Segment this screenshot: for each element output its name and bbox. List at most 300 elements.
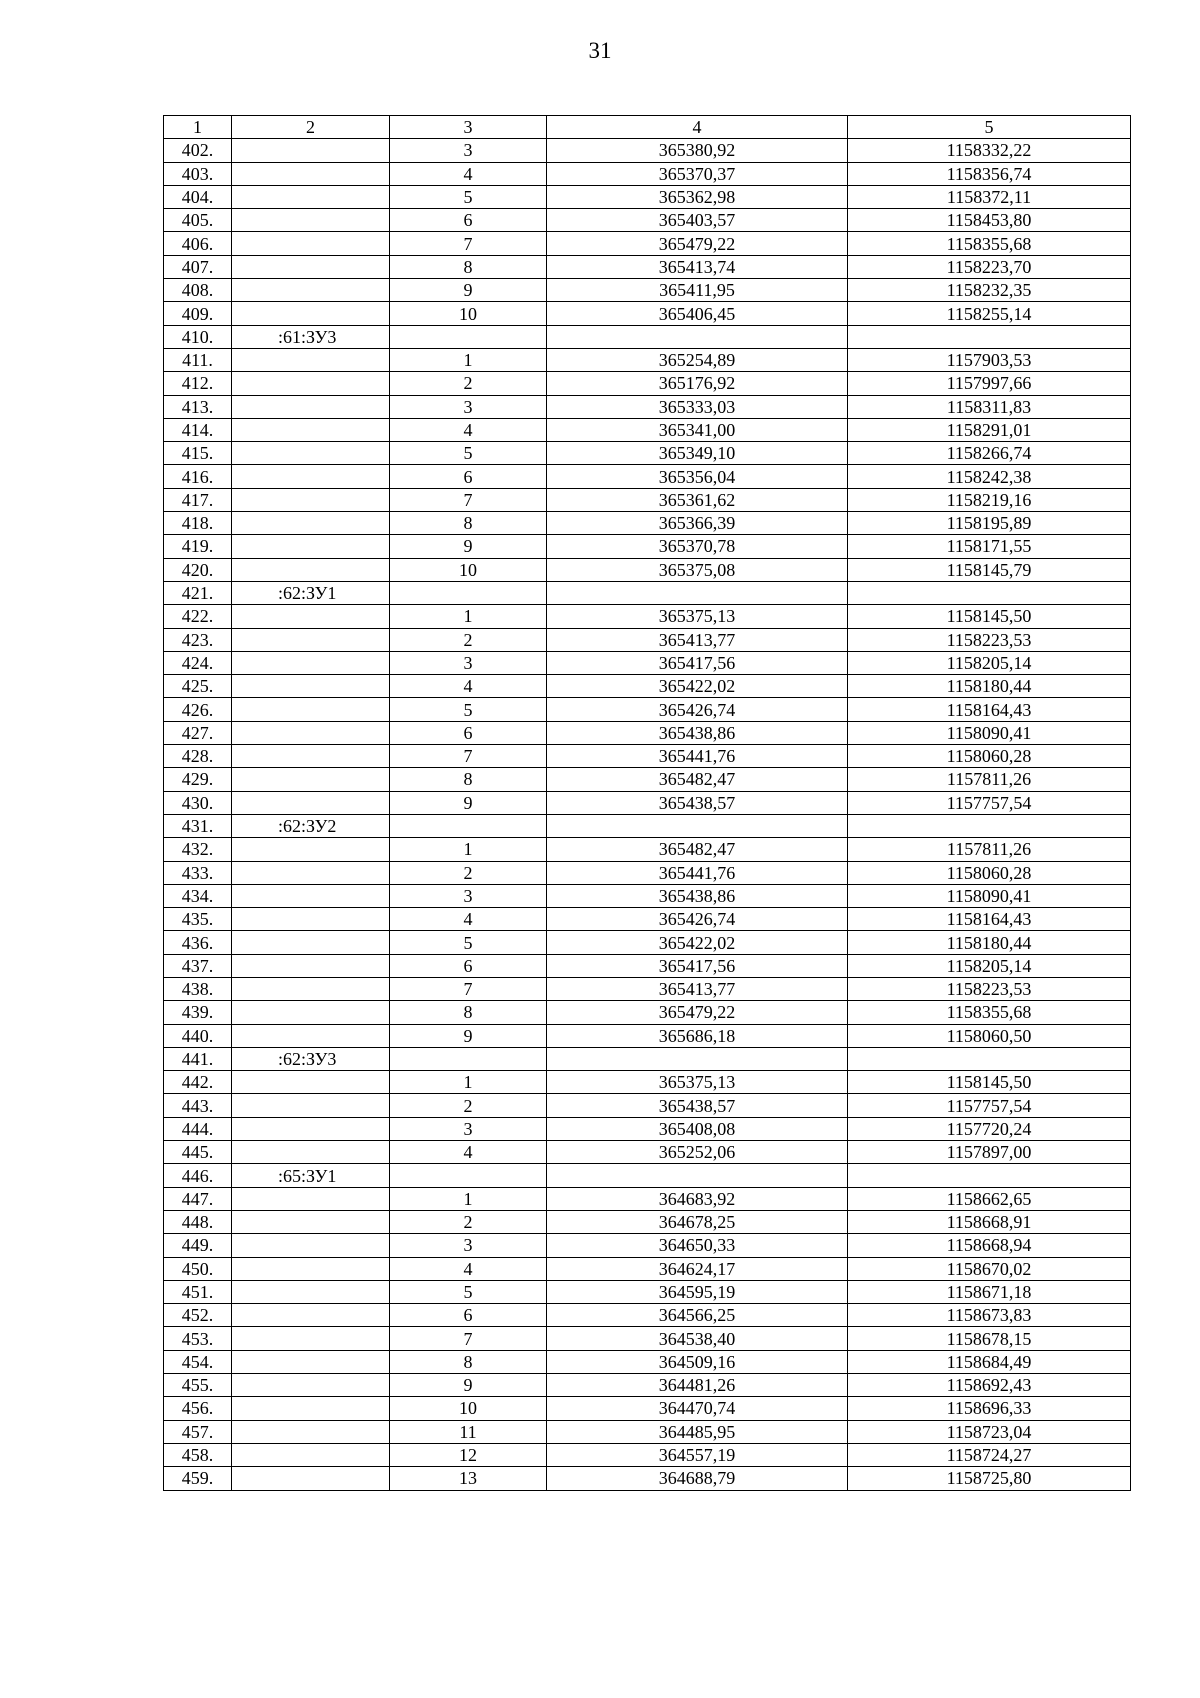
row-number-cell: 452. [164,1304,232,1327]
table-row [164,1141,1131,1164]
column-header-5: 5 [848,116,1131,139]
row-number-cell: 455. [164,1374,232,1397]
parcel-id-cell [232,162,390,185]
parcel-id-cell [232,185,390,208]
parcel-id-cell: :62:ЗУ3 [232,1047,390,1070]
y-coordinate-cell: 1158291,01 [848,418,1131,441]
row-number-cell: 449. [164,1234,232,1257]
parcel-id-cell [232,838,390,861]
x-coordinate-cell: 365375,13 [547,1071,848,1094]
point-number-cell: 9 [390,1024,547,1047]
x-coordinate-cell: 365349,10 [547,442,848,465]
table-row [164,651,1131,674]
y-coordinate-cell: 1158232,35 [848,279,1131,302]
row-number-cell: 441. [164,1047,232,1070]
row-number-cell: 425. [164,675,232,698]
y-coordinate-cell: 1158090,41 [848,721,1131,744]
parcel-id-cell: :62:ЗУ2 [232,814,390,837]
x-coordinate-cell: 365356,04 [547,465,848,488]
point-number-cell: 7 [390,745,547,768]
y-coordinate-cell: 1158668,91 [848,1210,1131,1233]
parcel-id-cell [232,442,390,465]
parcel-id-cell [232,884,390,907]
table-row [164,977,1131,1000]
parcel-id-cell [232,1420,390,1443]
row-number-cell: 432. [164,838,232,861]
x-coordinate-cell: 365408,08 [547,1117,848,1140]
y-coordinate-cell: 1158356,74 [848,162,1131,185]
row-number-cell: 424. [164,651,232,674]
row-number-cell: 442. [164,1071,232,1094]
point-number-cell [390,1164,547,1187]
row-number-cell: 433. [164,861,232,884]
parcel-id-cell [232,791,390,814]
y-coordinate-cell: 1158673,83 [848,1304,1131,1327]
y-coordinate-cell: 1158355,68 [848,232,1131,255]
y-coordinate-cell: 1158164,43 [848,908,1131,931]
row-number-cell: 436. [164,931,232,954]
table-row [164,1304,1131,1327]
table-body [164,139,1131,1490]
point-number-cell: 6 [390,209,547,232]
y-coordinate-cell: 1158205,14 [848,954,1131,977]
table-row [164,1234,1131,1257]
table-row [164,675,1131,698]
x-coordinate-cell: 365686,18 [547,1024,848,1047]
table-row [164,1397,1131,1420]
row-number-cell: 444. [164,1117,232,1140]
x-coordinate-cell: 365333,03 [547,395,848,418]
x-coordinate-cell: 365413,74 [547,255,848,278]
table-row [164,139,1131,162]
x-coordinate-cell [547,325,848,348]
x-coordinate-cell: 365417,56 [547,954,848,977]
x-coordinate-cell: 365366,39 [547,512,848,535]
row-number-cell: 445. [164,1141,232,1164]
parcel-id-cell [232,1304,390,1327]
x-coordinate-cell: 365413,77 [547,628,848,651]
table-row [164,1443,1131,1466]
parcel-id-cell [232,1280,390,1303]
row-number-cell: 414. [164,418,232,441]
x-coordinate-cell [547,1164,848,1187]
row-number-cell: 451. [164,1280,232,1303]
table-row [164,1187,1131,1210]
row-number-cell: 413. [164,395,232,418]
x-coordinate-cell: 365438,86 [547,721,848,744]
parcel-id-cell [232,605,390,628]
y-coordinate-cell: 1158164,43 [848,698,1131,721]
x-coordinate-cell: 365482,47 [547,768,848,791]
x-coordinate-cell: 364688,79 [547,1467,848,1490]
point-number-cell: 12 [390,1443,547,1466]
row-number-cell: 437. [164,954,232,977]
parcel-id-cell [232,558,390,581]
point-number-cell: 10 [390,1397,547,1420]
parcel-id-cell: :65:ЗУ1 [232,1164,390,1187]
row-number-cell: 430. [164,791,232,814]
point-number-cell: 8 [390,768,547,791]
parcel-id-cell [232,1234,390,1257]
y-coordinate-cell: 1158696,33 [848,1397,1131,1420]
parcel-id-cell [232,1141,390,1164]
point-number-cell: 10 [390,302,547,325]
column-header-3: 3 [390,116,547,139]
y-coordinate-cell: 1158205,14 [848,651,1131,674]
parcel-id-cell [232,255,390,278]
parcel-id-cell: :62:ЗУ1 [232,581,390,604]
parcel-id-cell [232,861,390,884]
y-coordinate-cell: 1158223,53 [848,628,1131,651]
point-number-cell: 8 [390,255,547,278]
y-coordinate-cell: 1158223,70 [848,255,1131,278]
row-number-cell: 431. [164,814,232,837]
x-coordinate-cell: 365341,00 [547,418,848,441]
table-header-row [164,116,1131,139]
point-number-cell: 7 [390,232,547,255]
point-number-cell: 3 [390,1117,547,1140]
table-row [164,512,1131,535]
parcel-id-cell [232,465,390,488]
table-row [164,1094,1131,1117]
point-number-cell: 6 [390,1304,547,1327]
y-coordinate-cell: 1158311,83 [848,395,1131,418]
point-number-cell: 2 [390,1210,547,1233]
row-number-cell: 428. [164,745,232,768]
parcel-id-cell [232,1257,390,1280]
parcel-id-cell [232,768,390,791]
y-coordinate-cell: 1157720,24 [848,1117,1131,1140]
point-number-cell [390,1047,547,1070]
x-coordinate-cell: 365361,62 [547,488,848,511]
x-coordinate-cell: 365406,45 [547,302,848,325]
row-number-cell: 434. [164,884,232,907]
point-number-cell: 4 [390,1141,547,1164]
x-coordinate-cell: 365380,92 [547,139,848,162]
parcel-id-cell [232,1467,390,1490]
point-number-cell: 7 [390,977,547,1000]
row-number-cell: 426. [164,698,232,721]
point-number-cell: 5 [390,1280,547,1303]
table-row [164,768,1131,791]
table-row [164,1257,1131,1280]
row-number-cell: 412. [164,372,232,395]
x-coordinate-cell: 364683,92 [547,1187,848,1210]
table-row [164,1420,1131,1443]
parcel-id-cell [232,698,390,721]
row-number-cell: 438. [164,977,232,1000]
y-coordinate-cell: 1158670,02 [848,1257,1131,1280]
row-number-cell: 416. [164,465,232,488]
x-coordinate-cell: 365479,22 [547,232,848,255]
row-number-cell: 404. [164,185,232,208]
table-row [164,1327,1131,1350]
point-number-cell: 6 [390,465,547,488]
y-coordinate-cell: 1158684,49 [848,1350,1131,1373]
point-number-cell: 11 [390,1420,547,1443]
y-coordinate-cell: 1157811,26 [848,838,1131,861]
point-number-cell: 3 [390,1234,547,1257]
row-number-cell: 409. [164,302,232,325]
row-number-cell: 450. [164,1257,232,1280]
parcel-id-cell [232,721,390,744]
parcel-id-cell [232,745,390,768]
parcel-id-cell [232,1327,390,1350]
parcel-id-cell [232,488,390,511]
row-number-cell: 421. [164,581,232,604]
y-coordinate-cell: 1158219,16 [848,488,1131,511]
y-coordinate-cell: 1158145,79 [848,558,1131,581]
table-row [164,162,1131,185]
parcel-id-cell [232,1117,390,1140]
parcel-id-cell [232,1094,390,1117]
parcel-id-cell [232,209,390,232]
y-coordinate-cell: 1158090,41 [848,884,1131,907]
parcel-id-cell [232,535,390,558]
point-number-cell: 3 [390,139,547,162]
row-number-cell: 423. [164,628,232,651]
table-row [164,232,1131,255]
y-coordinate-cell: 1158180,44 [848,931,1131,954]
row-number-cell: 429. [164,768,232,791]
row-number-cell: 456. [164,1397,232,1420]
point-number-cell: 1 [390,838,547,861]
y-coordinate-cell: 1158180,44 [848,675,1131,698]
x-coordinate-cell: 365370,78 [547,535,848,558]
row-number-cell: 407. [164,255,232,278]
table-row [164,442,1131,465]
x-coordinate-cell [547,814,848,837]
y-coordinate-cell: 1158145,50 [848,605,1131,628]
table-row [164,1210,1131,1233]
row-number-cell: 402. [164,139,232,162]
row-number-cell: 419. [164,535,232,558]
y-coordinate-cell [848,581,1131,604]
table-row [164,954,1131,977]
row-number-cell: 408. [164,279,232,302]
parcel-id-cell: :61:ЗУ3 [232,325,390,348]
point-number-cell: 8 [390,1001,547,1024]
x-coordinate-cell: 365362,98 [547,185,848,208]
y-coordinate-cell: 1158662,65 [848,1187,1131,1210]
y-coordinate-cell: 1157811,26 [848,768,1131,791]
table-row [164,861,1131,884]
point-number-cell: 9 [390,1374,547,1397]
column-header-2: 2 [232,116,390,139]
table-row [164,931,1131,954]
table-row [164,721,1131,744]
point-number-cell: 4 [390,675,547,698]
point-number-cell [390,581,547,604]
point-number-cell: 4 [390,418,547,441]
table-row [164,1071,1131,1094]
point-number-cell: 1 [390,1187,547,1210]
point-number-cell: 3 [390,395,547,418]
x-coordinate-cell: 365176,92 [547,372,848,395]
y-coordinate-cell [848,325,1131,348]
y-coordinate-cell: 1158332,22 [848,139,1131,162]
table-row [164,325,1131,348]
y-coordinate-cell: 1158060,50 [848,1024,1131,1047]
parcel-id-cell [232,372,390,395]
point-number-cell: 5 [390,931,547,954]
x-coordinate-cell: 364678,25 [547,1210,848,1233]
y-coordinate-cell: 1158171,55 [848,535,1131,558]
parcel-id-cell [232,651,390,674]
y-coordinate-cell: 1158266,74 [848,442,1131,465]
y-coordinate-cell: 1157757,54 [848,791,1131,814]
point-number-cell: 1 [390,605,547,628]
coordinates-table [163,115,1131,1491]
row-number-cell: 448. [164,1210,232,1233]
x-coordinate-cell: 364485,95 [547,1420,848,1443]
table-row [164,628,1131,651]
table-row [164,255,1131,278]
row-number-cell: 454. [164,1350,232,1373]
table-row [164,372,1131,395]
table-row [164,279,1131,302]
parcel-id-cell [232,1210,390,1233]
y-coordinate-cell: 1158060,28 [848,745,1131,768]
x-coordinate-cell: 365252,06 [547,1141,848,1164]
row-number-cell: 453. [164,1327,232,1350]
y-coordinate-cell: 1158668,94 [848,1234,1131,1257]
x-coordinate-cell: 365370,37 [547,162,848,185]
point-number-cell: 13 [390,1467,547,1490]
parcel-id-cell [232,418,390,441]
point-number-cell: 2 [390,1094,547,1117]
y-coordinate-cell: 1158678,15 [848,1327,1131,1350]
y-coordinate-cell: 1158060,28 [848,861,1131,884]
y-coordinate-cell: 1158372,11 [848,185,1131,208]
table-row [164,605,1131,628]
y-coordinate-cell [848,1164,1131,1187]
point-number-cell: 5 [390,185,547,208]
y-coordinate-cell: 1157997,66 [848,372,1131,395]
x-coordinate-cell: 364538,40 [547,1327,848,1350]
y-coordinate-cell [848,1047,1131,1070]
table-row [164,884,1131,907]
point-number-cell: 2 [390,372,547,395]
y-coordinate-cell: 1158723,04 [848,1420,1131,1443]
table-row [164,1467,1131,1490]
x-coordinate-cell: 365254,89 [547,348,848,371]
parcel-id-cell [232,628,390,651]
y-coordinate-cell: 1158692,43 [848,1374,1131,1397]
x-coordinate-cell: 365417,56 [547,651,848,674]
point-number-cell: 6 [390,954,547,977]
point-number-cell: 6 [390,721,547,744]
parcel-id-cell [232,1001,390,1024]
point-number-cell: 2 [390,861,547,884]
table-row [164,581,1131,604]
y-coordinate-cell: 1158355,68 [848,1001,1131,1024]
x-coordinate-cell: 364557,19 [547,1443,848,1466]
y-coordinate-cell: 1158725,80 [848,1467,1131,1490]
parcel-id-cell [232,139,390,162]
point-number-cell: 3 [390,884,547,907]
parcel-id-cell [232,395,390,418]
point-number-cell: 5 [390,442,547,465]
row-number-cell: 458. [164,1443,232,1466]
row-number-cell: 457. [164,1420,232,1443]
point-number-cell: 8 [390,1350,547,1373]
parcel-id-cell [232,1187,390,1210]
page-number: 31 [588,38,612,63]
x-coordinate-cell: 365403,57 [547,209,848,232]
row-number-cell: 403. [164,162,232,185]
y-coordinate-cell: 1158195,89 [848,512,1131,535]
x-coordinate-cell: 365411,95 [547,279,848,302]
row-number-cell: 422. [164,605,232,628]
row-number-cell: 415. [164,442,232,465]
point-number-cell: 4 [390,162,547,185]
y-coordinate-cell: 1158223,53 [848,977,1131,1000]
table-row [164,1024,1131,1047]
point-number-cell: 4 [390,1257,547,1280]
parcel-id-cell [232,1443,390,1466]
y-coordinate-cell: 1158671,18 [848,1280,1131,1303]
column-header-4: 4 [547,116,848,139]
column-header-1: 1 [164,116,232,139]
table-row [164,1280,1131,1303]
row-number-cell: 405. [164,209,232,232]
parcel-id-cell [232,232,390,255]
parcel-id-cell [232,279,390,302]
x-coordinate-cell [547,1047,848,1070]
table-row [164,1374,1131,1397]
x-coordinate-cell: 364624,17 [547,1257,848,1280]
row-number-cell: 446. [164,1164,232,1187]
row-number-cell: 427. [164,721,232,744]
parcel-id-cell [232,977,390,1000]
x-coordinate-cell: 365438,57 [547,791,848,814]
table-row [164,908,1131,931]
table-row [164,1164,1131,1187]
x-coordinate-cell: 365441,76 [547,745,848,768]
table-row [164,1001,1131,1024]
point-number-cell: 9 [390,535,547,558]
row-number-cell: 417. [164,488,232,511]
parcel-id-cell [232,675,390,698]
point-number-cell: 7 [390,1327,547,1350]
row-number-cell: 447. [164,1187,232,1210]
row-number-cell: 420. [164,558,232,581]
x-coordinate-cell: 365413,77 [547,977,848,1000]
row-number-cell: 459. [164,1467,232,1490]
point-number-cell [390,325,547,348]
x-coordinate-cell: 365479,22 [547,1001,848,1024]
parcel-id-cell [232,954,390,977]
x-coordinate-cell: 365375,13 [547,605,848,628]
x-coordinate-cell: 365375,08 [547,558,848,581]
x-coordinate-cell: 365422,02 [547,675,848,698]
table-row [164,185,1131,208]
point-number-cell: 7 [390,488,547,511]
table-row [164,395,1131,418]
table-row [164,209,1131,232]
table-row [164,535,1131,558]
parcel-id-cell [232,1024,390,1047]
x-coordinate-cell: 364470,74 [547,1397,848,1420]
x-coordinate-cell: 364509,16 [547,1350,848,1373]
x-coordinate-cell: 364595,19 [547,1280,848,1303]
row-number-cell: 410. [164,325,232,348]
table-row [164,1047,1131,1070]
point-number-cell: 8 [390,512,547,535]
table-row [164,1117,1131,1140]
row-number-cell: 411. [164,348,232,371]
